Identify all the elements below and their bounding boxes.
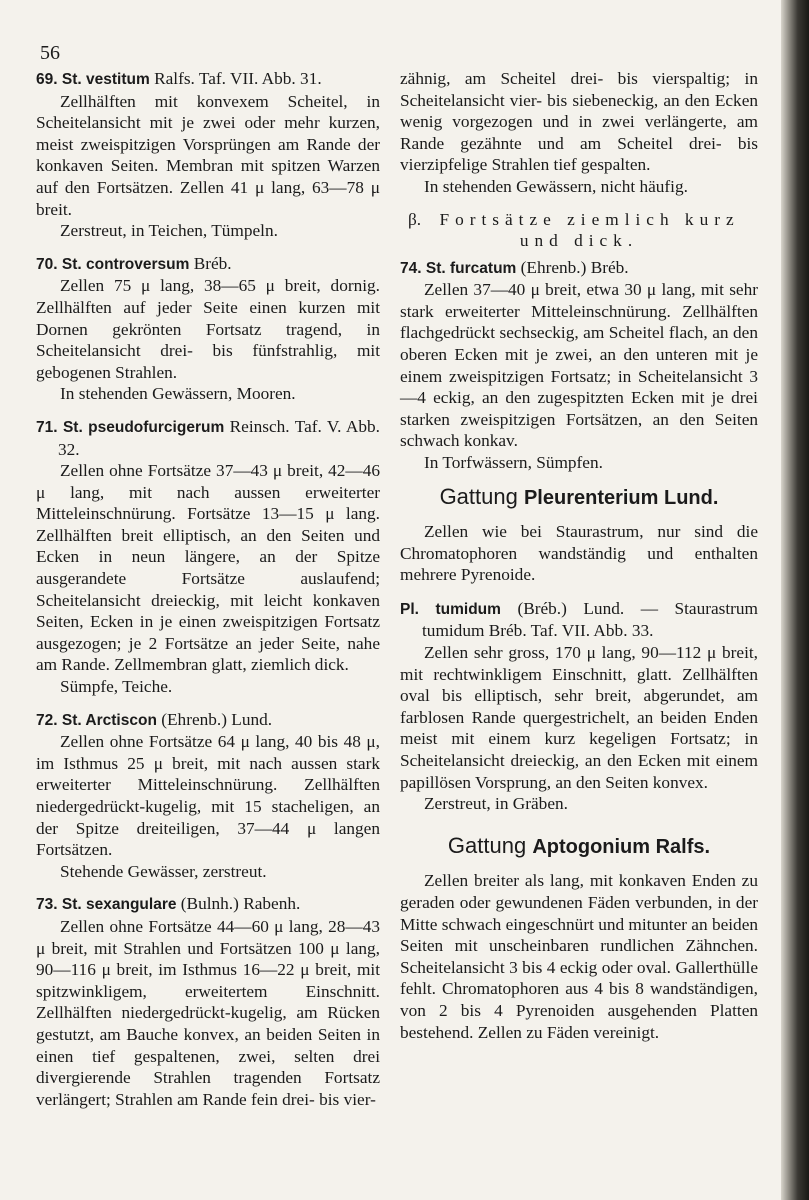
species-entry-72 [36,709,380,883]
species-authority: Ralfs. Taf. VII. Abb. 31. [149,69,322,88]
genus-description [400,521,758,586]
species-description: Zellhälften mit konvexem Scheitel, in Scheitelansicht mit je zwei oder mehr kurzen, meist zweispitzigen Vorsprüngen am Rande der konkaven Seiten. Membran mit spitzen Warzen auf den Fortsätzen. Zellen 41 μ lang, 63—78 μ breit. [36,91,380,219]
species-entry-73 [36,893,380,1110]
species-name: tumidum [435,600,501,618]
species-authority: (Ehrenb.) Bréb. [516,257,629,277]
species-habitat: Zerstreut, in Teichen, Tümpeln. [60,221,278,241]
species-authority: (Bréb.) Lund. — Staurastrum tumidum Bréb. Taf. VII. Abb. 33. [422,598,759,641]
genus-description [400,870,758,1043]
species-name: St. sexangulare [61,896,177,914]
subsection-label: β. [408,209,422,229]
species-entry-71 [36,416,380,698]
species-name: St. Arctiscon [61,711,157,729]
genus-prefix: Gattung [447,832,533,858]
right-column [400,68,758,1055]
species-habitat: Stehende Gewässer, zerstreut. [60,861,267,881]
species-habitat: In stehenden Gewässern, nicht häufig. [424,176,688,196]
species-description: Zellen ohne Fortsätze 64 μ lang, 40 bis 48 μ, im Isthmus 25 μ breit, mit nach aussen stark erweiterter Mitteleinschnürung. Zellhälften niedergedrückt-kugelig, mit 15 stacheligen, an der Spitze dreiteiligen, 37—44 μ langen Fortsätzen. [36,732,380,860]
species-authority: Reinsch. Taf. V. Abb. 32. [58,416,380,459]
species-name: St. vestitum [61,71,150,88]
species-description: Zellen ohne Fortsätze 44—60 μ lang, 28—43 μ breit, mit Strahlen und Fortsätzen 100 μ lang, 90—116 μ breit, im Isthmus 16—22 μ breit, mit spitzwinkligem, erweitertem Einschnitt. Zellhälften niedergedrückt-kugelig, am Rücken gestutzt, am Bauche konvex, an beiden Seiten in einen tief gespaltenen, zwei, selten drei divergierende Strahlen tragenden Fortsatz verlängert; Strahlen am Rande fein drei- bis vier- [36,916,380,1109]
species-description: Zellen ohne Fortsätze 37—43 μ breit, 42—46 μ lang, mit nach aussen erweiterter Mitteleinschnürung. Fortsätze 13—15 μ lang. Zellhälften breit elliptisch, an den Seiten und Ecken in neun längere, an der Spitze ausgerandete Fortsätze auslaufend; Scheitelansicht dreieckig, mit leicht konkaven Seiten, Ecken in je einen zweispitzigen Fortsatz ausgezogen; je 2 Fortsätze an jeder Seite, nahe am Rande. Zellmembran glatt, ziemlich dick. [36,461,380,675]
species-habitat: Sümpfe, Teiche. [60,677,173,697]
species-description: Zellen sehr gross, 170 μ lang, 90—112 μ breit, mit rechtwinkligem Einschnitt, glatt. Zellhälften oval bis elliptisch, sehr breit, abgerundet, am farblosen Rande quergestrichelt, an beiden Enden meist mit einem kurz kegeligen Fortsatz; in Scheitelansicht dreieckig, an den Ecken mit einem papillösen Vorsprung, an den Seiten konvex. [400,643,758,792]
species-habitat: In stehenden Gewässern, Mooren. [60,384,296,404]
species-number: 74. [400,259,422,277]
subsection-line1: Fortsätze ziemlich kurz [439,209,740,229]
species-name: St. pseudofurcigerum [62,418,225,436]
genus-name: Aptogonium Ralfs. [532,835,711,858]
genus-prefix: Gattung [439,483,524,509]
species-habitat: In Torfwässern, Sümpfen. [424,452,603,472]
species-number: 72. [36,711,58,729]
species-entry-74 [400,257,758,474]
species-authority: (Ehrenb.) Lund. [156,709,273,729]
species-name: St. furcatum [425,259,517,277]
species-authority: Bréb. [189,253,232,273]
species-entry-70 [36,253,380,405]
species-number: Pl. [400,600,419,618]
species-number: 73. [36,896,58,914]
species-description: Zellen 37—40 μ breit, etwa 30 μ lang, mit sehr stark erweiterter Mitteleinschnürung. Zellhälften flachgedrückt sechseckig, am Scheitel flach, an den oberen Ecken mit je zwei, an den unteren mit je einem zweispitzigen Fortsatz; in Scheitelansicht 3—4 eckig, an den zugespitzten Ecken mit je drei starken zweispitzigen Fortsätzen, an den Seiten schwach konkav. [400,280,758,451]
page-number: 56 [40,42,60,64]
species-name: St. controversum [61,255,190,273]
adjacent-page-edge [781,0,809,1200]
subsection-heading [400,209,758,251]
genus-heading-pleurenterium [400,483,758,510]
species-number: 69. [36,71,58,88]
species-description: Zellen 75 μ lang, 38—65 μ breit, dornig. Zellhälften auf jeder Seite einen kurzen mit Dornen gekrönten Fortsatz tragend, in Scheitelansicht drei- bis fünfstrahlig, mit gebogenen Strahlen. [36,276,380,382]
genus-description-text: Zellen wie bei Staurastrum, nur sind die Chromatophoren wandständig und enthalten mehrere Pyrenoide. [400,522,758,585]
species-entry-69 [36,68,380,242]
species-number: 71. [36,418,58,436]
species-entry-pl-tumidum [400,598,758,815]
genus-name: Pleurenterium Lund. [523,486,719,509]
subsection-line2: und dick. [519,230,639,250]
genus-heading-aptogonium [400,832,758,859]
species-authority: (Bulnh.) Rabenh. [176,894,301,914]
species-habitat: Zerstreut, in Gräben. [424,794,568,814]
continuation-text: zähnig, am Scheitel drei- bis vierspaltig; in Scheitelansicht vier- bis siebeneckig, an den Ecken wenig vorgezogen und in zwei verlängerte, am Rande gezähnte und am Scheitel drei- bis vierzipfelige Strahlen tief gespalten. [400,69,758,175]
species-number: 70. [36,255,58,273]
left-column [36,68,380,1121]
genus-description-text: Zellen breiter als lang, mit konkaven Enden zu geraden oder gewundenen Fäden verbunden, in der Mitte schwach eingeschnürt und mitunter an beiden Seiten mit unscheinbaren rundlichen Zähnchen. Scheitelansicht 3 bis 4 eckig oder oval. Gallerthülle fehlt. Chromatophoren aus 4 bis 8 wandständigen, von 2 bis 4 Pyrenoiden ausgehenden Platten bestehend. Zellen zu Fäden vereinigt. [400,871,759,1042]
species-73-continuation [400,68,758,198]
